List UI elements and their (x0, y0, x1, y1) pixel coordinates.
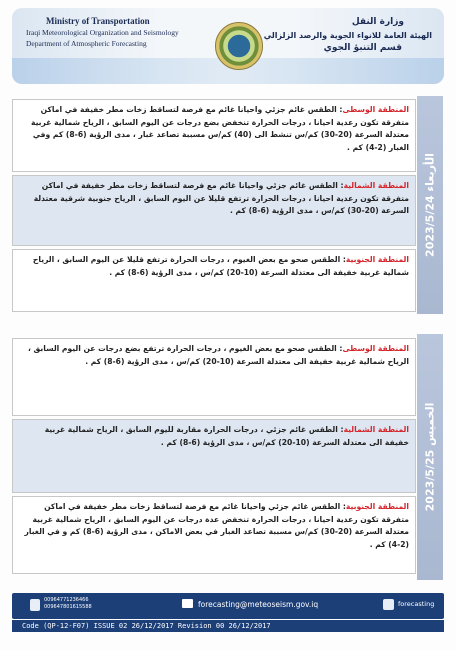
region-forecast-text: : الطقس صحو مع بعض الغيوم ، درجات الحرارة ترتفع بضع درجات عن اليوم السابق ، الرياح شمالية غربية خفيفة الى معتدلة السرعة (10-20) كم/س ، مدى الرؤية (6-8) كم . (28, 344, 409, 366)
region-forecast-text: : الطقس صحو مع بعض الغيوم ، درجات الحرارة ترتفع قليلا عن اليوم السابق ، الرياح شمالية غربية خفيفة الى معتدلة السرعة (10-20) كم/س ، مدى الرؤية (6-8) كم . (32, 255, 409, 277)
region-name: المنطقة الجنوبية (345, 255, 409, 264)
organization-logo-icon (215, 22, 263, 70)
forecast-north-day1 (12, 175, 416, 246)
header-english-block (26, 16, 179, 49)
letterhead (12, 8, 444, 84)
region-forecast-text: : الطقس غائم جزئي واحيانا غائم مع فرصة لتساقط زخات مطر خفيفة في اماكن متفرقة تكون رعدية احيانا ، درجات الحرارة تنخفض بضع درجات عن اليوم السابق ، الرياح شمالية غربية معتدلة السرعة (20-30) كم/س تنشط الى (40) كم/س مسببة تصاعد غبار ، مدى الرؤية (6-8) كم وفي الغبار (2-4) كم . (30, 105, 409, 152)
forecast-north-day2 (12, 419, 416, 493)
region-forecast-text: : الطقس غائم جزئي واحيانا غائم مع فرصة لتساقط زخات مطر خفيفة في اماكن متفرقة تكون رعدية احيانا ، درجات الحرارة تنخفض عدة درجات عن اليوم السابق ، الرياح شمالية غربية معتدلة السرعة (20-30) كم/س مسببة تصاعد الغبار في بعض الاماكن ، مدى الرؤية (6-8) كم و في الغبار (2-4) كم . (24, 502, 409, 549)
ministry-name-en: Ministry of Transportation (46, 16, 150, 26)
day-label-wednesday (417, 96, 443, 314)
department-name-ar: قسم التنبؤ الجوي (323, 43, 402, 53)
department-name-en: Department of Atmospheric Forecasting (26, 39, 147, 48)
contact-footer (12, 593, 444, 619)
forecast-central-day1 (12, 99, 416, 172)
day-label-text: الأربعاء 2023/5/24 (423, 153, 437, 257)
forecast-central-day2 (12, 338, 416, 416)
phone-number: 00964771236466 (44, 597, 89, 603)
region-forecast-text: : الطقس غائم جزئي ، درجات الحرارة مقاربة لليوم السابق ، الرياح شمالية غربية خفيفة الى معتدلة السرعة (10-20) كم/س ، مدى الرؤية (6-8) كم . (44, 425, 409, 447)
forecast-south-day1 (12, 249, 416, 312)
forecast-south-day2 (12, 496, 416, 574)
region-name: المنطقة الشمالية (343, 425, 409, 434)
phone-number: 009647801615588 (44, 604, 92, 610)
day-label-text: الخميس 2023/5/25 (423, 402, 437, 512)
region-name: المنطقة الشمالية (343, 181, 409, 190)
email-icon (182, 599, 193, 608)
organization-name-en: Iraqi Meteorological Organization and Seismology (26, 28, 179, 37)
email-address[interactable]: forecasting@meteoseism.gov.iq (198, 600, 319, 609)
region-name: المنطقة الوسطى (342, 105, 409, 114)
document-code-line: Code (QP-12-F07) ISSUE 02 26/12/2017 Revision 00 26/12/2017 (12, 620, 444, 632)
ministry-name-ar: وزارة النقل (351, 17, 404, 27)
region-name: المنطقة الوسطى (342, 344, 409, 353)
facebook-icon (383, 599, 394, 610)
phone-numbers (44, 597, 92, 611)
day-label-thursday (417, 334, 443, 580)
header-arabic-block (263, 16, 432, 55)
region-forecast-text: : الطقس غائم جزئي واحيانا غائم مع فرصة لتساقط زخات مطر خفيفة في اماكن متفرقة تكون رعدية احيانا ، درجات الحرارة ترتفع قليلا عن اليوم السابق ، الرياح جنوبية شرقية معتدلة السرعة (20-30) كم/س ، مدى الرؤية (6-8) كم . (33, 181, 409, 215)
organization-name-ar: الهيئة العامة للانواء الجوية والرصد الزلزالي (263, 31, 432, 40)
facebook-handle[interactable]: forecasting (398, 600, 435, 608)
phone-icon (30, 599, 40, 611)
region-name: المنطقة الجنوبية (345, 502, 409, 511)
